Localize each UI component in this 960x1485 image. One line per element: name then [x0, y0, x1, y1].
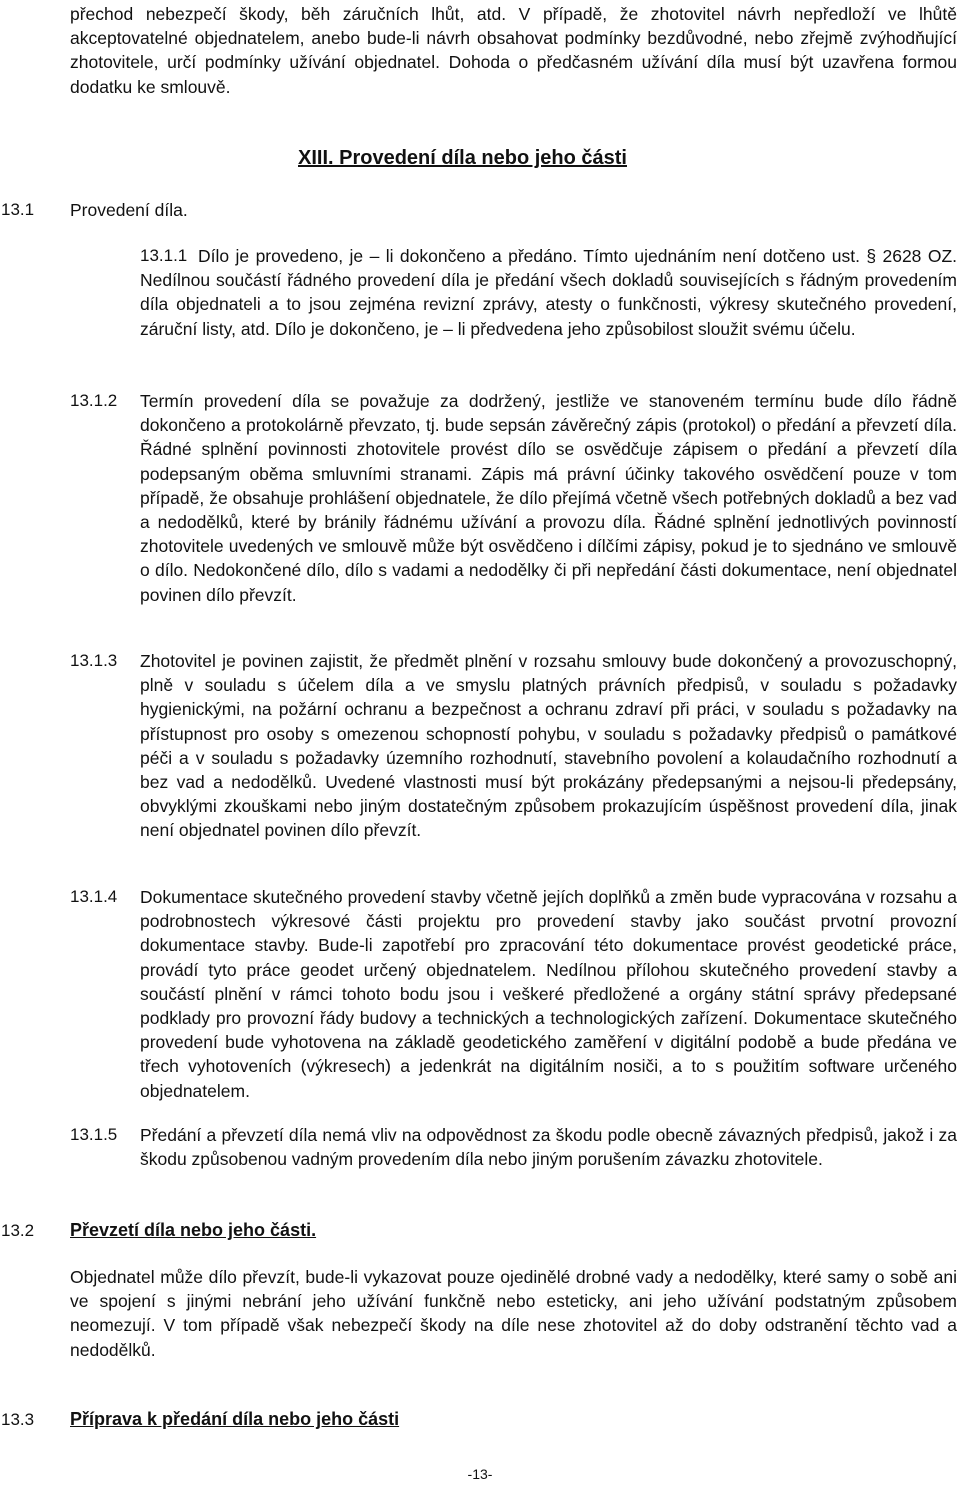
page-number: -13- [467, 1466, 493, 1482]
clause-text-13-1-1: Dílo je provedeno, je – li dokončeno a předáno. Tímto ujednáním není dotčeno ust. § 2628 OZ. Nedílnou součástí řádného provedení díla je předání všech dokladů souvisejících s řádným provedením díla objednateli a to jsou zejména revizní zprávy, atesty o funkčnosti, výkresy skutečného provedení, záruční listy, atd. Dílo je dokončeno, je – li předvedena jeho způsobilost sloužit svému účelu. [140, 246, 957, 339]
section-number-13-2: 13.2 [1, 1221, 35, 1240]
section-title-13-3: Příprava k předání díla nebo jeho části [70, 1409, 400, 1429]
clause-text-13-1-2: Termín provedení díla se považuje za dodržený, jestliže ve stanoveném termínu bude dílo řádně dokončeno a protokolárně převzato, tj. bude sepsán závěrečný zápis (protokol) o předání a převzetí díla. Řádné splnění povinnosti zhotovitele provést dílo se osvědčuje zápisem o předání a převzetí díla podepsaným oběma smluvními stranami. Zápis má právní účinky takového osvědčení pouze v tom případě, že obsahuje prohlášení objednatele, že dílo přejímá včetně všech potřebných dokladů a bez vad a nedodělků, které by bránily řádnému užívání a provozu díla. Řádné splnění jednotlivých povinností zhotovitele uvedených ve smlouvě může být osvědčeno i dílčími zápisy, pokud je to sjednáno ve smlouvě o dílo. Nedokončené dílo, dílo s vadami a nedodělky či při nepředání části dokumentace, není objednatel povinen dílo převzít. [140, 391, 957, 605]
clause-number-13-1-1: 13.1.1 [140, 246, 188, 265]
clause-number-13-1-3: 13.1.3 [70, 651, 118, 670]
intro-paragraph: přechod nebezpečí škody, běh záručních lhůt, atd. V případě, že zhotovitel návrh nepředloží ve lhůtě akceptovatelné objednatelem, anebo bude-li návrh obsahovat podmínky bezdůvodné, nebo zřejmě zvýhodňující zhotovitele, určí podmínky užívání objednatel. Dohoda o předčasném užívání díla musí být uzavřena formou dodatku ke smlouvě. [70, 4, 957, 97]
section-number-13-1: 13.1 [1, 200, 35, 219]
section-number-13-3: 13.3 [1, 1410, 35, 1429]
clause-text-13-1-5: Předání a převzetí díla nemá vliv na odpovědnost za škodu podle obecně závazných předpisů, jakož i za škodu způsobenou vadným provedením díla nebo jiným porušením závazku zhotovitele. [140, 1125, 957, 1170]
clause-number-13-1-4: 13.1.4 [70, 887, 118, 906]
clause-text-13-1-3: Zhotovitel je povinen zajistit, že předmět plnění v rozsahu smlouvy bude dokončený a provozuschopný, plně v souladu s účelem díla a ve smyslu platných právních předpisů, v souladu s požadavky hygienickými, na požární ochranu a bezpečnost a ochranu zdraví při práci, v souladu s požadavky na přístupnost pro osoby s omezenou schopností pohybu, v souladu s požadavky předpisů o památkové péči a v souladu s požadavky územního rozhodnutí, stavebního povolení a kolaudačního rozhodnutí a bez vad a nedodělků. Uvedené vlastnosti musí být prokázány předepsanými a nejsou-li předepsány, obvyklými zkouškami nebo jiným dostatečným způsobem prokazujícím úspěšnost provedení díla, jinak není objednatel povinen dílo převzít. [140, 651, 957, 841]
clause-text-13-1-4: Dokumentace skutečného provedení stavby včetně jejích doplňků a změn bude vypracována v rozsahu a podrobnostech výkresové části projektu pro provedení stavby jako součást prvotní provozní dokumentace stavby. Bude-li zapotřebí pro zpracování této dokumentace provést geodetické práce, provádí tyto práce geodet určený objednatelem. Nedílnou přílohou skutečného provedení stavby a součástí plnění v rámci tohoto bodu jsou i veškeré předložené a orgány státní správy předepsané podklady pro provozní řády budovy a technických a technologických zařízení. Dokumentace skutečného provedení bude vyhotovena na základě geodetického zaměření v digitální podobě a bude předána ve třech vyhotoveních (výkresech) a jedenkrát na digitálním nosiči, a to s použitím software určeného objednatelem. [140, 887, 957, 1101]
section-text-13-2: Objednatel může dílo převzít, bude-li vykazovat pouze ojedinělé drobné vady a nedodělky, které samy o sobě ani ve spojení s jinými nebrání jeho užívání funkčně nebo esteticky, ani jeho užívání podstatným způsobem neomezují. V tom případě však nebezpečí škody na díle nese zhotovitel až do doby odstranění těchto vad a nedodělků. [70, 1267, 957, 1360]
chapter-title: XIII. Provedení díla nebo jeho části [298, 147, 627, 169]
section-title-13-1: Provedení díla. [70, 200, 188, 220]
clause-number-13-1-2: 13.1.2 [70, 391, 118, 410]
clause-number-13-1-5: 13.1.5 [70, 1125, 118, 1144]
section-title-13-2: Převzetí díla nebo jeho části. [70, 1220, 317, 1240]
